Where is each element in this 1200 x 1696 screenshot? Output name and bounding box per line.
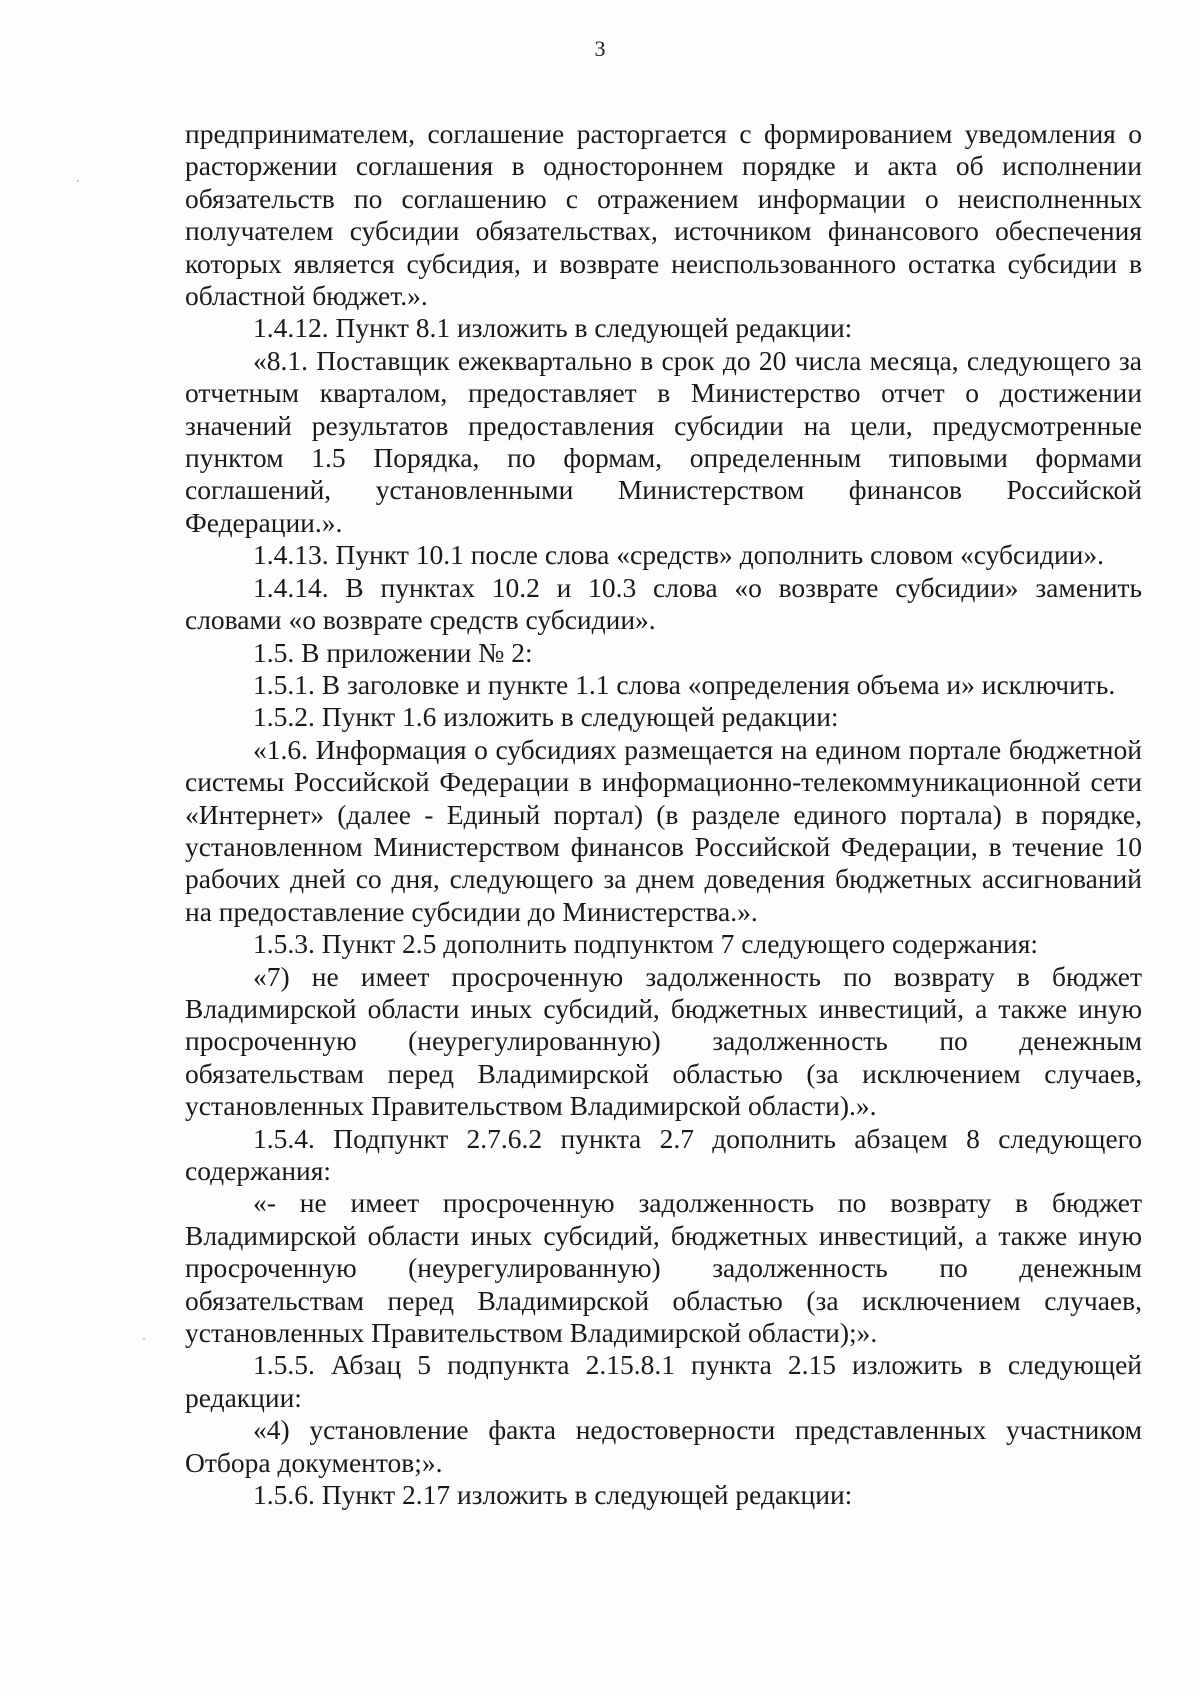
paragraph-1-5-5: 1.5.5. Абзац 5 подпункта 2.15.8.1 пункта 2.15 изложить в следующей редакции: [185, 1349, 1142, 1413]
paragraph-continuation: предпринимателем, соглашение расторгается с формированием уведомления о расторжении соглашения в одностороннем порядке и акта об исполнении обязательств по соглашению с отражением информации о неисполненных получателем субсидии обязательствах, источником финансового обеспечения которых является субсидия, и возврате неиспользованного остатка субсидии в областной бюджет.». [185, 118, 1142, 312]
scan-speck [143, 1338, 145, 1340]
paragraph-1-5-2: 1.5.2. Пункт 1.6 изложить в следующей редакции: [253, 701, 839, 733]
paragraph-quote-7: «7) не имеет просроченную задолженность по возврату в бюджет Владимирской области иных субсидий, бюджетных инвестиций, а также иную просроченную (неурегулированную) задолженность по денежным обязательствам перед Владимирской областью (за исключением случаев, установленных Правительством Владимирской области).». [185, 960, 1142, 1122]
paragraph-1-4-13: 1.4.13. Пункт 10.1 после слова «средств» дополнить словом «субсидии». [253, 539, 1104, 571]
paragraph-1-5-1: 1.5.1. В заголовке и пункте 1.1 слова «определения объема и» исключить. [253, 668, 1116, 700]
paragraph-1-5-3: 1.5.3. Пункт 2.5 дополнить подпунктом 7 следующего содержания: [253, 928, 1038, 960]
paragraph-1-4-12: 1.4.12. Пункт 8.1 изложить в следующей редакции: [253, 312, 853, 344]
paragraph-1-5-6: 1.5.6. Пункт 2.17 изложить в следующей редакции: [253, 1479, 853, 1511]
paragraph-quote-1-6: «1.6. Информация о субсидиях размещается на едином портале бюджетной системы Российской Федерации в информационно-телекоммуникационной сети «Интернет» (далее - Единый портал) (в разделе единого портала) в порядке, установленном Министерством финансов Российской Федерации, в течение 10 рабочих дней со дня, следующего за днем доведения бюджетных ассигнований на предоставление субсидии до Министерства.». [185, 733, 1142, 927]
paragraph-1-4-14: 1.4.14. В пунктах 10.2 и 10.3 слова «о возврате субсидии» заменить словами «о возврате средств субсидии». [185, 571, 1142, 636]
paragraph-quote-8-1: «8.1. Поставщик ежеквартально в срок до 20 числа месяца, следующего за отчетным кварталом, предоставляет в Министерство отчет о достижении значений результатов предоставления субсидии на цели, предусмотренные пунктом 1.5 Порядка, по формам, определенным типовыми формами соглашений, установленными Министерством финансов Российской Федерации.». [185, 344, 1142, 538]
scan-speck [77, 180, 79, 182]
paragraph-quote-dash: «- не имеет просроченную задолженность по возврату в бюджет Владимирской области иных субсидий, бюджетных инвестиций, а также иную просроченную (неурегулированную) задолженность по денежным обязательствам перед Владимирской областью (за исключением случаев, установленных Правительством Владимирской области);». [185, 1187, 1142, 1349]
paragraph-quote-4: «4) установление факта недостоверности представленных участником Отбора документов;». [185, 1414, 1142, 1478]
document-body [185, 118, 1142, 1511]
paragraph-1-5-4: 1.5.4. Подпункт 2.7.6.2 пункта 2.7 дополнить абзацем 8 следующего содержания: [185, 1122, 1142, 1186]
page-number: 3 [594, 36, 606, 61]
paragraph-1-5: 1.5. В приложении № 2: [253, 636, 533, 668]
